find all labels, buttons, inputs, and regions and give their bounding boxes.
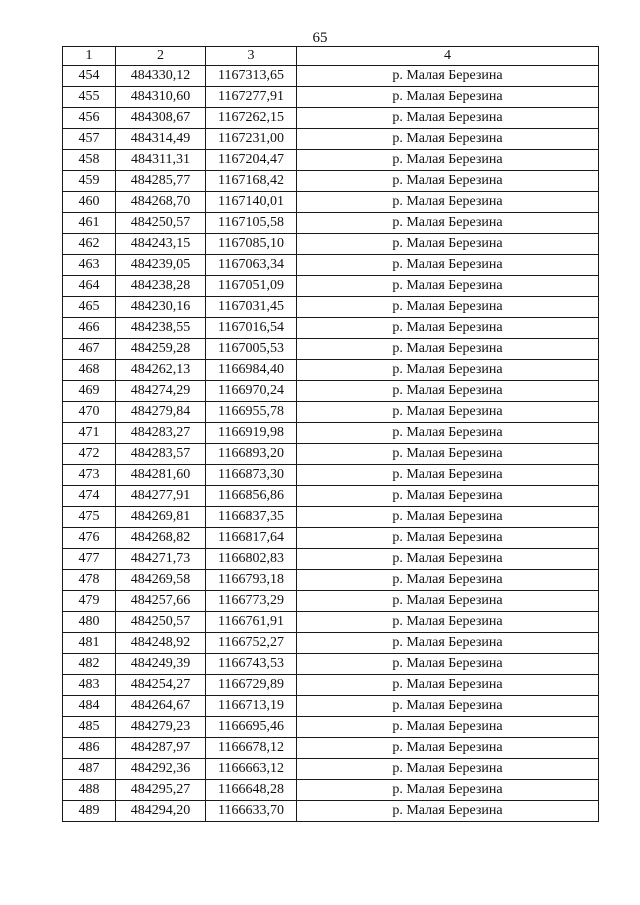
x-coordinate-cell: 484257,66 [116,591,206,612]
point-number-cell: 468 [63,360,116,381]
point-number-cell: 454 [63,66,116,87]
table-row [63,192,599,213]
y-coordinate-cell: 1166919,98 [206,423,297,444]
point-number-cell: 479 [63,591,116,612]
x-coordinate-cell: 484249,39 [116,654,206,675]
description-cell: р. Малая Березина [297,591,599,612]
y-coordinate-cell: 1166970,24 [206,381,297,402]
y-coordinate-cell: 1167063,34 [206,255,297,276]
y-coordinate-cell: 1167277,91 [206,87,297,108]
description-cell: р. Малая Березина [297,759,599,780]
column-header-4: 4 [297,47,599,66]
x-coordinate-cell: 484269,58 [116,570,206,591]
x-coordinate-cell: 484238,55 [116,318,206,339]
point-number-cell: 480 [63,612,116,633]
table-row [63,381,599,402]
point-number-cell: 469 [63,381,116,402]
description-cell: р. Малая Березина [297,654,599,675]
y-coordinate-cell: 1166761,91 [206,612,297,633]
point-number-cell: 474 [63,486,116,507]
x-coordinate-cell: 484295,27 [116,780,206,801]
y-coordinate-cell: 1166663,12 [206,759,297,780]
table-row [63,528,599,549]
x-coordinate-cell: 484230,16 [116,297,206,318]
table-row [63,738,599,759]
point-number-cell: 459 [63,171,116,192]
y-coordinate-cell: 1166817,64 [206,528,297,549]
description-cell: р. Малая Березина [297,171,599,192]
description-cell: р. Малая Березина [297,297,599,318]
description-cell: р. Малая Березина [297,381,599,402]
table-row [63,570,599,591]
description-cell: р. Малая Березина [297,339,599,360]
x-coordinate-cell: 484262,13 [116,360,206,381]
point-number-cell: 463 [63,255,116,276]
y-coordinate-cell: 1166984,40 [206,360,297,381]
x-coordinate-cell: 484279,84 [116,402,206,423]
table-row [63,486,599,507]
table-row [63,444,599,465]
y-coordinate-cell: 1167231,00 [206,129,297,150]
x-coordinate-cell: 484274,29 [116,381,206,402]
description-cell: р. Малая Березина [297,360,599,381]
x-coordinate-cell: 484281,60 [116,465,206,486]
point-number-cell: 485 [63,717,116,738]
point-number-cell: 488 [63,780,116,801]
description-cell: р. Малая Березина [297,402,599,423]
y-coordinate-cell: 1166955,78 [206,402,297,423]
y-coordinate-cell: 1166713,19 [206,696,297,717]
y-coordinate-cell: 1166837,35 [206,507,297,528]
y-coordinate-cell: 1166648,28 [206,780,297,801]
point-number-cell: 483 [63,675,116,696]
x-coordinate-cell: 484294,20 [116,801,206,822]
point-number-cell: 478 [63,570,116,591]
y-coordinate-cell: 1167262,15 [206,108,297,129]
description-cell: р. Малая Березина [297,234,599,255]
point-number-cell: 482 [63,654,116,675]
x-coordinate-cell: 484250,57 [116,612,206,633]
table-row [63,318,599,339]
description-cell: р. Малая Березина [297,108,599,129]
description-cell: р. Малая Березина [297,423,599,444]
x-coordinate-cell: 484285,77 [116,171,206,192]
page-number: 65 [312,30,328,46]
table-row [63,360,599,381]
x-coordinate-cell: 484277,91 [116,486,206,507]
x-coordinate-cell: 484283,57 [116,444,206,465]
description-cell: р. Малая Березина [297,444,599,465]
column-header-1: 1 [63,47,116,66]
point-number-cell: 477 [63,549,116,570]
y-coordinate-cell: 1167105,58 [206,213,297,234]
description-cell: р. Малая Березина [297,486,599,507]
y-coordinate-cell: 1167051,09 [206,276,297,297]
description-cell: р. Малая Березина [297,633,599,654]
x-coordinate-cell: 484314,49 [116,129,206,150]
table-row [63,801,599,822]
point-number-cell: 475 [63,507,116,528]
x-coordinate-cell: 484239,05 [116,255,206,276]
table-row [63,654,599,675]
point-number-cell: 456 [63,108,116,129]
table-row [63,171,599,192]
column-header-3: 3 [206,47,297,66]
description-cell: р. Малая Березина [297,465,599,486]
x-coordinate-cell: 484308,67 [116,108,206,129]
y-coordinate-cell: 1166793,18 [206,570,297,591]
table-row [63,465,599,486]
y-coordinate-cell: 1166729,89 [206,675,297,696]
table-row [63,507,599,528]
table-row [63,339,599,360]
table-row [63,696,599,717]
y-coordinate-cell: 1166678,12 [206,738,297,759]
table-row [63,612,599,633]
point-number-cell: 476 [63,528,116,549]
table-body [63,66,599,822]
description-cell: р. Малая Березина [297,318,599,339]
table-row [63,108,599,129]
table-row [63,66,599,87]
table-row [63,297,599,318]
point-number-cell: 455 [63,87,116,108]
point-number-cell: 481 [63,633,116,654]
y-coordinate-cell: 1167085,10 [206,234,297,255]
x-coordinate-cell: 484254,27 [116,675,206,696]
x-coordinate-cell: 484250,57 [116,213,206,234]
table-row [63,549,599,570]
y-coordinate-cell: 1166773,29 [206,591,297,612]
description-cell: р. Малая Березина [297,150,599,171]
y-coordinate-cell: 1167313,65 [206,66,297,87]
x-coordinate-cell: 484330,12 [116,66,206,87]
y-coordinate-cell: 1167168,42 [206,171,297,192]
y-coordinate-cell: 1167140,01 [206,192,297,213]
x-coordinate-cell: 484279,23 [116,717,206,738]
table-row [63,759,599,780]
description-cell: р. Малая Березина [297,801,599,822]
point-number-cell: 487 [63,759,116,780]
point-number-cell: 467 [63,339,116,360]
x-coordinate-cell: 484310,60 [116,87,206,108]
point-number-cell: 457 [63,129,116,150]
point-number-cell: 486 [63,738,116,759]
x-coordinate-cell: 484271,73 [116,549,206,570]
table-row [63,276,599,297]
table-row [63,633,599,654]
x-coordinate-cell: 484264,67 [116,696,206,717]
table-row [63,234,599,255]
column-header-2: 2 [116,47,206,66]
point-number-cell: 461 [63,213,116,234]
x-coordinate-cell: 484238,28 [116,276,206,297]
table-row [63,213,599,234]
y-coordinate-cell: 1167005,53 [206,339,297,360]
point-number-cell: 473 [63,465,116,486]
y-coordinate-cell: 1166893,20 [206,444,297,465]
x-coordinate-cell: 484292,36 [116,759,206,780]
x-coordinate-cell: 484283,27 [116,423,206,444]
description-cell: р. Малая Березина [297,87,599,108]
description-cell: р. Малая Березина [297,738,599,759]
x-coordinate-cell: 484268,82 [116,528,206,549]
y-coordinate-cell: 1166856,86 [206,486,297,507]
table-row [63,423,599,444]
y-coordinate-cell: 1167016,54 [206,318,297,339]
coordinates-table [62,46,599,822]
point-number-cell: 470 [63,402,116,423]
table-row [63,591,599,612]
point-number-cell: 465 [63,297,116,318]
description-cell: р. Малая Березина [297,66,599,87]
point-number-cell: 460 [63,192,116,213]
description-cell: р. Малая Березина [297,129,599,150]
x-coordinate-cell: 484268,70 [116,192,206,213]
point-number-cell: 464 [63,276,116,297]
table-row [63,717,599,738]
x-coordinate-cell: 484287,97 [116,738,206,759]
table-row [63,675,599,696]
point-number-cell: 472 [63,444,116,465]
point-number-cell: 466 [63,318,116,339]
table-row [63,87,599,108]
point-number-cell: 471 [63,423,116,444]
x-coordinate-cell: 484243,15 [116,234,206,255]
table-row [63,255,599,276]
y-coordinate-cell: 1166633,70 [206,801,297,822]
description-cell: р. Малая Березина [297,528,599,549]
table-row [63,402,599,423]
table-row [63,129,599,150]
point-number-cell: 484 [63,696,116,717]
y-coordinate-cell: 1166873,30 [206,465,297,486]
description-cell: р. Малая Березина [297,192,599,213]
x-coordinate-cell: 484259,28 [116,339,206,360]
description-cell: р. Малая Березина [297,507,599,528]
description-cell: р. Малая Березина [297,675,599,696]
x-coordinate-cell: 484248,92 [116,633,206,654]
y-coordinate-cell: 1166752,27 [206,633,297,654]
x-coordinate-cell: 484311,31 [116,150,206,171]
description-cell: р. Малая Березина [297,276,599,297]
point-number-cell: 458 [63,150,116,171]
description-cell: р. Малая Березина [297,717,599,738]
y-coordinate-cell: 1167204,47 [206,150,297,171]
x-coordinate-cell: 484269,81 [116,507,206,528]
point-number-cell: 462 [63,234,116,255]
y-coordinate-cell: 1166743,53 [206,654,297,675]
y-coordinate-cell: 1166802,83 [206,549,297,570]
description-cell: р. Малая Березина [297,549,599,570]
description-cell: р. Малая Березина [297,213,599,234]
description-cell: р. Малая Березина [297,696,599,717]
description-cell: р. Малая Березина [297,255,599,276]
table-row [63,150,599,171]
point-number-cell: 489 [63,801,116,822]
y-coordinate-cell: 1166695,46 [206,717,297,738]
description-cell: р. Малая Березина [297,612,599,633]
table-row [63,780,599,801]
table-header-row [63,47,599,66]
description-cell: р. Малая Березина [297,780,599,801]
description-cell: р. Малая Березина [297,570,599,591]
y-coordinate-cell: 1167031,45 [206,297,297,318]
